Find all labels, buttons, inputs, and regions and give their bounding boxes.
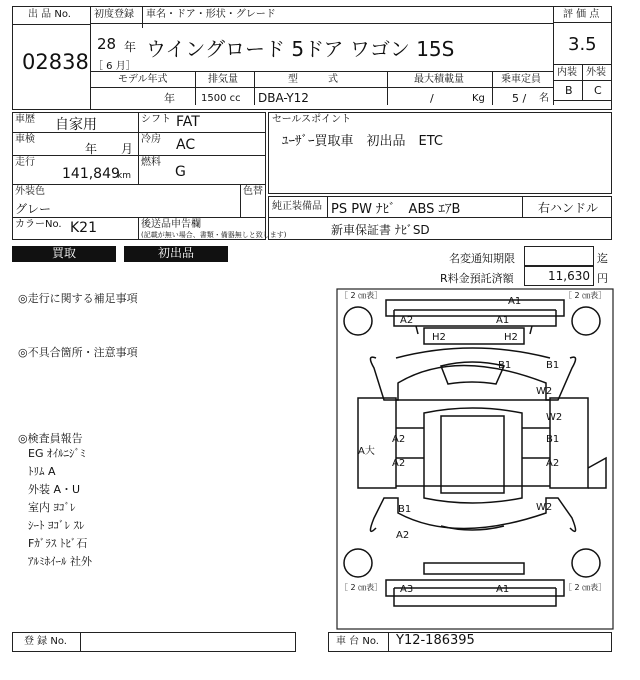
docs-sub: (記載が無い場合、書類・備器無しと致します)	[141, 231, 287, 239]
first-reg-month: ［ 6 月］	[93, 61, 136, 72]
max-load-unit: Kg	[472, 93, 485, 104]
car-name-label: 車名・ドア・形状・グレード	[146, 9, 276, 20]
warranty: 新車保証書 ﾅﾋﾞSD	[331, 223, 430, 237]
model-code: DBA-Y12	[258, 91, 309, 105]
recycle-value: 11,630	[548, 269, 590, 283]
inspector-line: 室内 ﾖｺﾞﾚ	[28, 501, 76, 514]
interior-label: 内装	[557, 67, 577, 78]
exterior-label: 外装	[586, 67, 606, 78]
model-label: 型 式	[288, 74, 338, 85]
first-reg-year-unit: 年	[124, 40, 137, 54]
damage-mark: B1	[546, 360, 560, 371]
color: グレー	[15, 202, 52, 216]
inspection-label: 車検	[15, 134, 35, 145]
model-year-label: モデル年式	[118, 74, 168, 85]
capacity: 5 /	[512, 92, 527, 105]
corner-label: ［ 2 ㎝表］	[564, 291, 607, 300]
damage-mark: A大	[358, 446, 375, 457]
damage-mark: A1	[496, 315, 510, 326]
damage-mark: A1	[496, 584, 510, 595]
corner-label: ［ 2 ㎝表］	[340, 291, 383, 300]
inspector-report: ◎検査員報告	[18, 432, 83, 445]
damage-mark: H2	[504, 332, 518, 343]
sales-text: ﾕｰｻﾞｰ買取車 初出品 ETC	[282, 134, 443, 149]
interior-grade: B	[565, 84, 573, 97]
color-label: 外装色	[15, 186, 45, 197]
name-change-unit: 迄	[597, 252, 608, 265]
color-no-label: カラーNo.	[15, 219, 62, 230]
chassis-no: Y12-186395	[396, 633, 475, 648]
score-label: 評 価 点	[563, 9, 600, 20]
driving-note: ◎走行に関する補足事項	[18, 292, 138, 305]
reg-no-label: 登 録 No.	[24, 636, 67, 647]
inspector-lines	[28, 445, 92, 571]
recycle-label: R料金預託済額	[440, 272, 514, 285]
sales-label: セールスポイント	[272, 114, 352, 125]
mileage: 141,849	[62, 166, 120, 182]
max-load-label: 最大積載量	[414, 74, 464, 85]
exterior-grade: C	[594, 84, 602, 97]
inspector-line: ｼｰﾄ ﾖｺﾞﾚ ｽﾚ	[28, 519, 85, 532]
inspector-line: 外装 A・U	[28, 483, 81, 496]
inspector-line: ｱﾙﾐﾎｲｰﾙ 社外	[28, 555, 92, 568]
inspection-year: 年	[85, 142, 98, 156]
shift-label: シフト	[141, 114, 171, 125]
displacement-label: 排気量	[208, 74, 238, 85]
inspector-line: EG ｵｲﾙﾆｼﾞﾐ	[28, 447, 86, 460]
fuel-label: 燃料	[141, 157, 161, 168]
ac-label: 冷房	[141, 134, 161, 145]
model-year-value: 年	[164, 92, 175, 105]
first-reg-label: 初度登録	[94, 9, 134, 20]
damage-mark: B1	[546, 434, 560, 445]
ac: AC	[176, 137, 196, 153]
docs-label: 後送品申告欄	[141, 219, 201, 230]
capacity-unit: 名	[539, 93, 549, 104]
score: 3.5	[568, 34, 597, 55]
damage-mark: A2	[400, 315, 414, 326]
first-reg-year: 28	[97, 35, 117, 53]
tag-first-listing: 初出品	[124, 246, 228, 262]
shift: FAT	[176, 114, 200, 130]
equipment-items: PS PW ﾅﾋﾞ ABS ｴｱB	[331, 202, 461, 217]
damage-mark: A2	[392, 434, 406, 445]
name-change-box	[524, 246, 594, 266]
damage-mark: A3	[400, 584, 414, 595]
damage-mark: A2	[392, 458, 406, 469]
damage-mark: A2	[396, 530, 410, 541]
history-label: 車歴	[15, 114, 35, 125]
capacity-label: 乗車定員	[501, 74, 541, 85]
car-name: ウイングロード 5ドア ワゴン 15S	[146, 37, 455, 61]
lot-no-label: 出 品 No.	[28, 9, 71, 20]
history: 自家用	[55, 117, 97, 133]
recycle-unit: 円	[597, 272, 608, 285]
damage-mark: H2	[432, 332, 446, 343]
displacement: 1500 cc	[201, 93, 241, 104]
damage-mark: A1	[508, 296, 522, 307]
damage-mark: W2	[536, 386, 553, 397]
mileage-label: 走行	[15, 157, 35, 168]
lot-no: 02838	[22, 50, 89, 74]
damage-mark: W2	[536, 502, 553, 513]
inspection-month: 月	[121, 142, 134, 156]
chassis-no-label: 車 台 No.	[336, 636, 379, 647]
corner-label: ［ 2 ㎝表］	[340, 583, 383, 592]
damage-mark: B1	[398, 504, 412, 515]
damage-mark: W2	[546, 412, 563, 423]
corner-label: ［ 2 ㎝表］	[564, 583, 607, 592]
inspector-line: ﾄﾘﾑ A	[28, 465, 56, 478]
handle: 右ハンドル	[538, 201, 599, 215]
name-change-label: 名変通知期限	[449, 252, 515, 265]
fuel: G	[175, 164, 186, 180]
damage-mark: A2	[546, 458, 560, 469]
defects-note: ◎不具合箇所・注意事項	[18, 346, 138, 359]
equipment-label: 純正装備品	[272, 201, 322, 212]
damage-diagram	[336, 288, 614, 630]
max-load: /	[430, 92, 434, 105]
damage-mark: B1	[498, 360, 512, 371]
color-no: K21	[70, 220, 97, 236]
inspector-line: Fｶﾞﾗｽ ﾄﾋﾞ石	[28, 537, 88, 550]
mileage-unit: km	[117, 171, 131, 181]
tag-purchase: 買取	[12, 246, 116, 262]
color-change-label: 色替	[243, 186, 263, 197]
